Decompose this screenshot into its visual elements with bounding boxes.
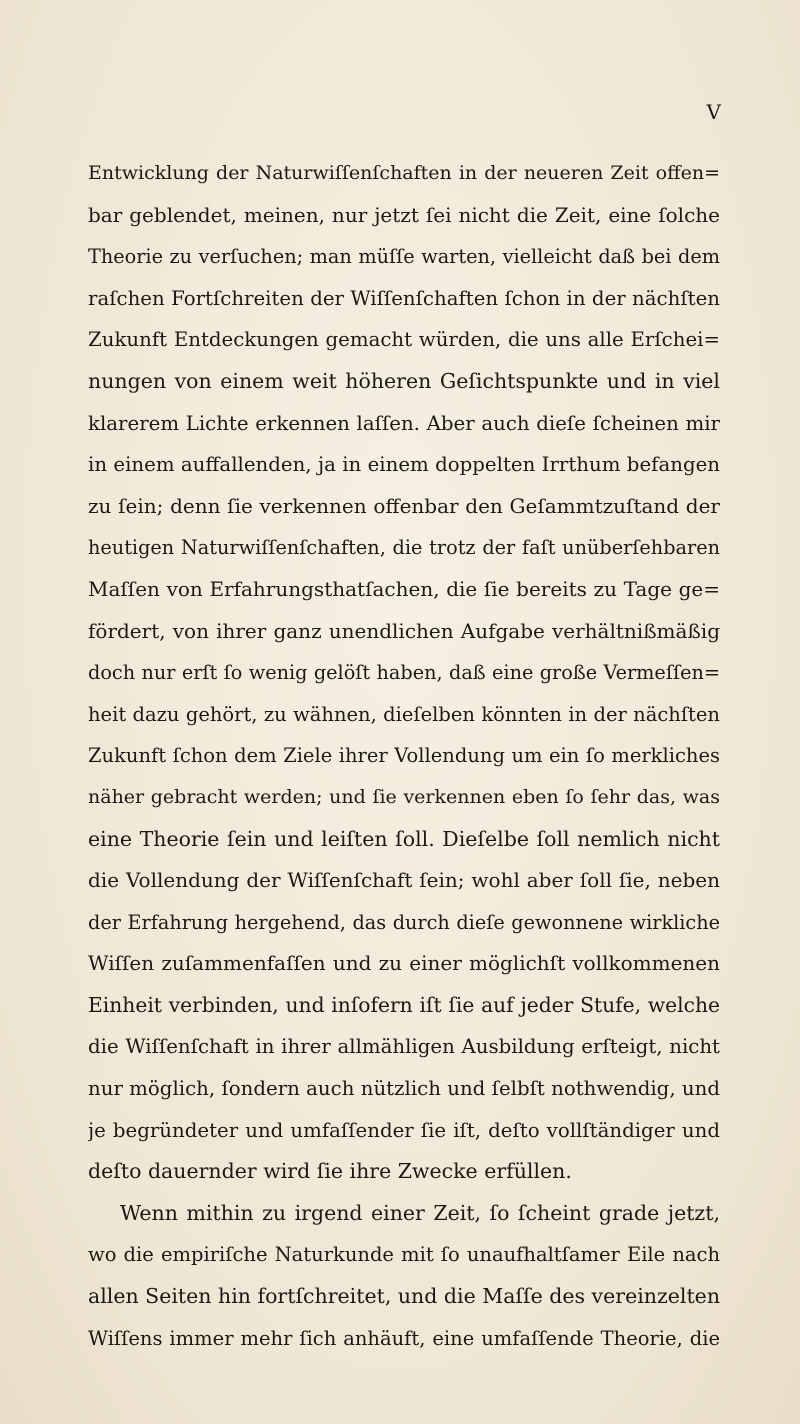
text-line: fördert, von ihrer ganz unendlichen Aufgabe verhältnißmäßig [88,618,720,643]
text-line: heutigen Naturwiſſenſchaften, die trotz der faſt unüberſehbaren [88,536,720,560]
text-line: Maſſen von Erfahrungsthatſachen, die ſie bereits zu Tage ge= [88,576,720,601]
text-line: nur möglich, ſondern auch nützlich und ſelbſt nothwendig, und [88,1077,720,1101]
text-line: Theorie zu verſuchen; man müſſe warten, vielleicht daß bei dem [88,245,720,269]
text-line: wo die empiriſche Naturkunde mit ſo unaufhaltſamer Eile nach [88,1243,720,1267]
text-line: je begründeter und umfaſſender ſie iſt, deſto vollſtändiger und [88,1118,720,1142]
text-line: Zukunft ſchon dem Ziele ihrer Vollendung um ein ſo merkliches [88,744,720,768]
text-line: Zukunft Entdeckungen gemacht würden, die uns alle Erſchei= [88,328,720,352]
paragraph-end-line: deſto dauernder wird ſie ihre Zwecke erfüllen. [88,1159,572,1184]
text-line: nungen von einem weit höheren Geſichtspunkte und in viel [88,368,720,393]
text-line: heit dazu gehört, zu wähnen, dieſelben könnten in der nächſten [88,702,720,726]
paragraph-start-line: Wenn mithin zu irgend einer Zeit, ſo ſcheint grade jetzt, [120,1200,720,1225]
text-line: doch nur erſt ſo wenig gelöſt haben, daß eine große Vermeſſen= [88,661,720,685]
text-line: allen Seiten hin fortſchreitet, und die Maſſe des vereinzelten [88,1284,720,1309]
page-number: V [706,100,722,124]
text-line: Wiſſens immer mehr ſich anhäuft, eine umfaſſende Theorie, die [88,1326,720,1350]
text-line: eine Theorie ſein und leiſten ſoll. Dieſelbe ſoll nemlich nicht [88,826,720,851]
text-line: näher gebracht werden; und ſie verkennen eben ſo ſehr das, was [88,785,720,808]
text-line: klarerem Lichte erkennen laſſen. Aber auch dieſe ſcheinen mir [88,411,720,435]
text-line: zu ſein; denn ſie verkennen offenbar den Geſammtzuſtand der [88,493,720,518]
body-text [88,153,720,1359]
text-line: Einheit verbinden, und inſofern iſt ſie auf jeder Stufe, welche [88,992,720,1017]
text-line: bar geblendet, meinen, nur jetzt ſei nicht die Zeit, eine ſolche [88,202,720,227]
text-line: in einem auffallenden, ja in einem doppelten Irrthum befangen [88,453,720,477]
text-line: die Vollendung der Wiſſenſchaft ſein; wohl aber ſoll ſie, neben [88,868,720,893]
text-line: Wiſſen zuſammenfaſſen und zu einer möglichſt vollkommenen [88,951,720,976]
text-line: der Erfahrung hergehend, das durch dieſe gewonnene wirkliche [88,910,720,934]
text-line: Entwicklung der Naturwiſſenſchaften in der neueren Zeit offen= [88,162,720,184]
text-line: die Wiſſenſchaft in ihrer allmähligen Ausbildung erſteigt, nicht [88,1035,720,1059]
text-line: raſchen Fortſchreiten der Wiſſenſchaften ſchon in der nächſten [88,286,720,310]
